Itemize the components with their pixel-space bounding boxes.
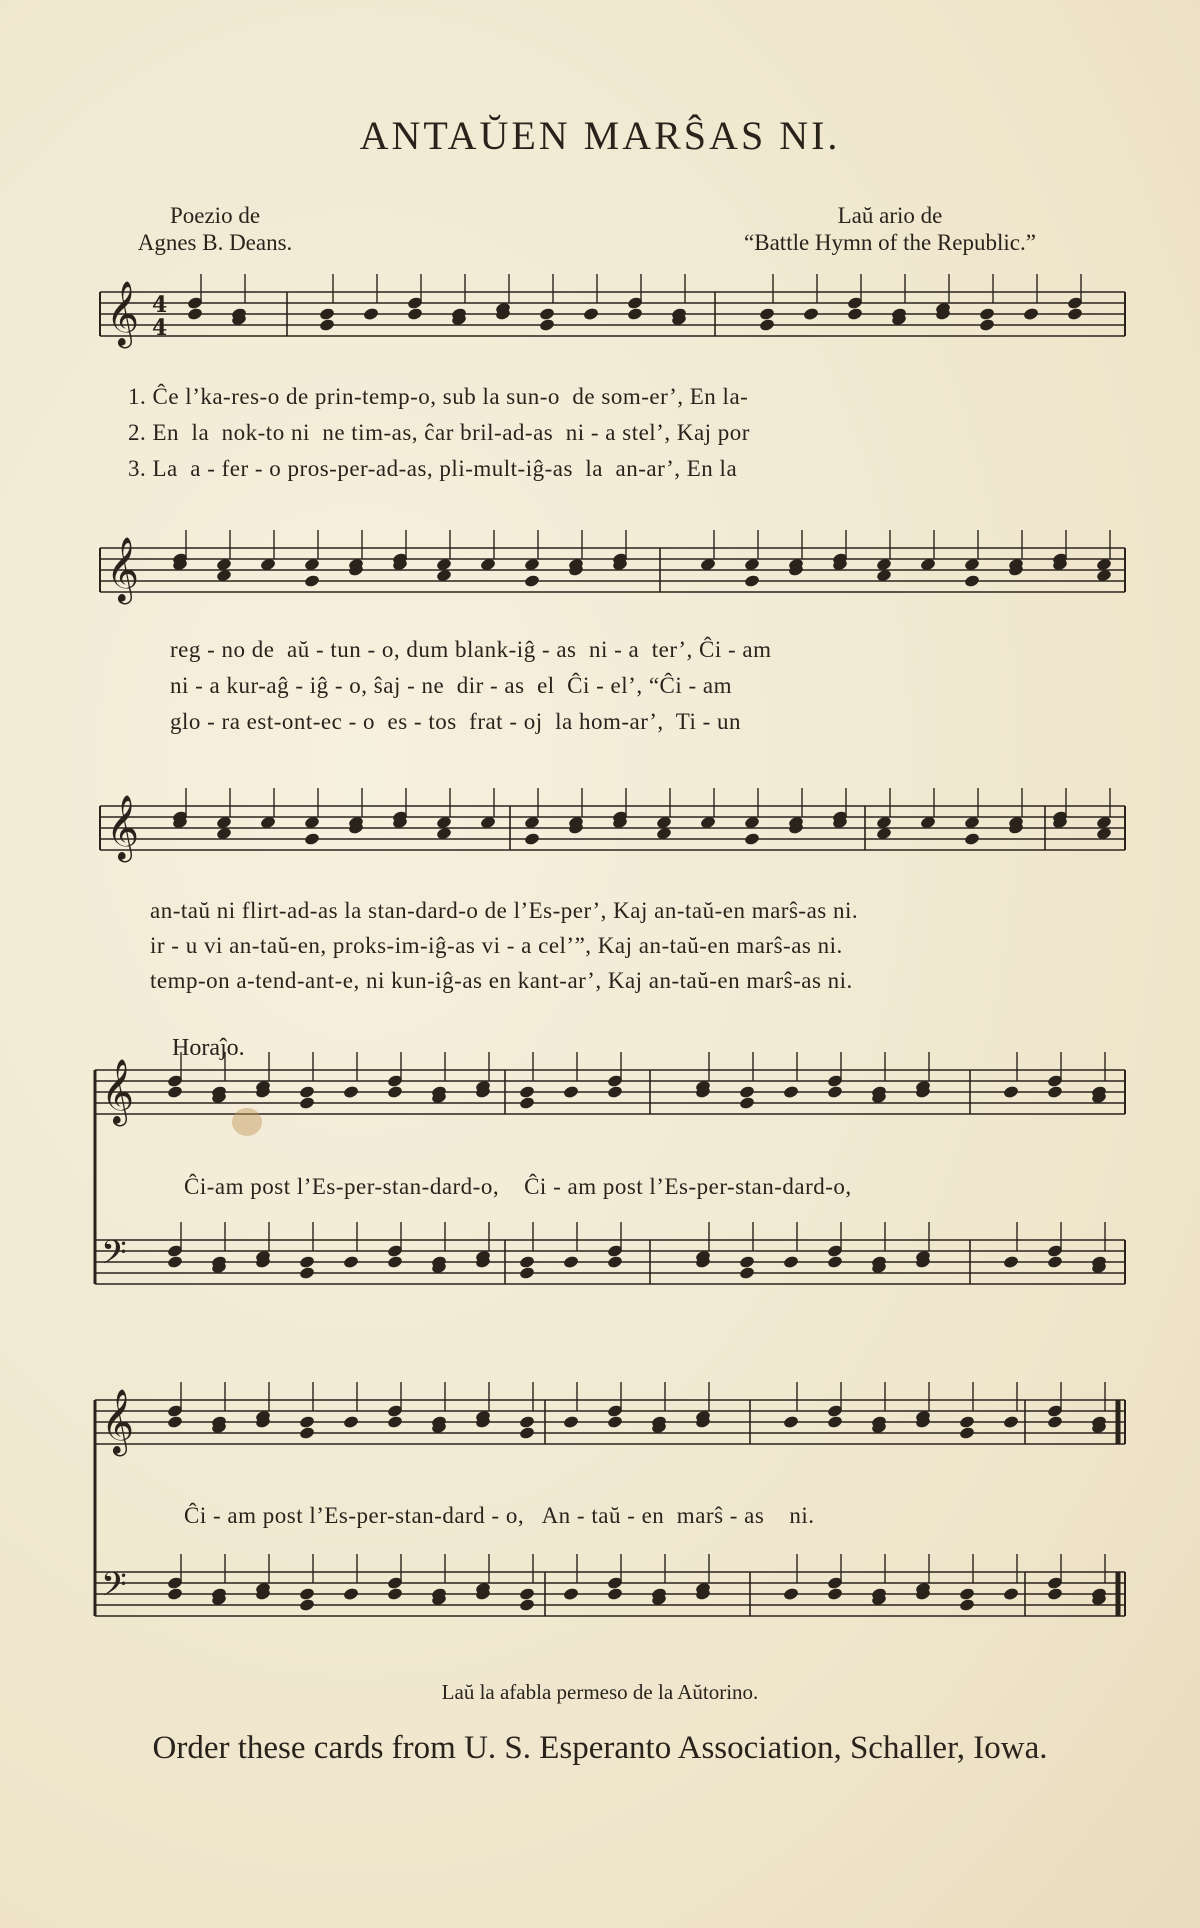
note-head — [627, 307, 644, 321]
note-head — [827, 1255, 844, 1269]
note-head — [1003, 1415, 1020, 1429]
note-head — [519, 1266, 536, 1280]
note-head — [319, 318, 336, 332]
note-head — [387, 1255, 404, 1269]
verse2-row2: ni - a kur-aĝ - iĝ - o, ŝaj - ne dir - as el Ĉi - el’, “Ĉi - am — [170, 673, 733, 698]
note-head — [607, 1255, 624, 1269]
verse3-row1: 3. La a - fer - o pros-per-ad-as, pli-mult-iĝ-as la an-ar’, En la — [128, 456, 738, 481]
note-head — [847, 307, 864, 321]
note-head — [959, 1587, 976, 1601]
note-head — [739, 1255, 756, 1269]
note-head — [744, 574, 761, 588]
note-head — [519, 1255, 536, 1269]
note-head — [964, 574, 981, 588]
note-head — [167, 1587, 184, 1601]
note-head — [363, 307, 380, 321]
note-head — [563, 1255, 580, 1269]
note-head — [167, 1085, 184, 1099]
note-head — [519, 1587, 536, 1601]
note-head — [759, 307, 776, 321]
note-head — [299, 1587, 316, 1601]
verse3-row2: glo - ra est-ont-ec - o es - tos frat - oj la hom-ar’, Ti - un — [170, 709, 742, 734]
note-head — [519, 1096, 536, 1110]
note-head — [563, 1085, 580, 1099]
note-head — [1003, 1587, 1020, 1601]
note-head — [519, 1085, 536, 1099]
chorus-lyric-1: Ĉi-am post l’Es-per-stan-dard-o, Ĉi - am post l’Es-per-stan-dard-o, — [184, 1174, 852, 1199]
note-head — [827, 1415, 844, 1429]
poem-credit-line1: Poezio de — [169, 203, 261, 228]
note-head — [1047, 1415, 1064, 1429]
treble-clef: 𝄞 — [106, 281, 140, 346]
note-head — [959, 1598, 976, 1612]
verse1-row2: reg - no de aŭ - tun - o, dum blank-iĝ - as ni - a ter’, Ĉi - am — [170, 637, 772, 662]
paper-stain — [232, 1108, 262, 1136]
verse1-row3: an-taŭ ni flirt-ad-as la stan-dard-o de l’Es-per’, Kaj an-taŭ-en marŝ-as ni. — [150, 898, 859, 923]
note-head — [827, 1085, 844, 1099]
note-head — [607, 1085, 624, 1099]
note-head — [304, 832, 321, 846]
note-head — [1023, 307, 1040, 321]
bass-clef: 𝄢 — [101, 1234, 127, 1280]
note-head — [739, 1266, 756, 1280]
note-head — [563, 1587, 580, 1601]
note-head — [783, 1587, 800, 1601]
time-signature: 4 — [152, 315, 168, 341]
note-head — [759, 318, 776, 332]
note-head — [299, 1266, 316, 1280]
order-note: Order these cards from U. S. Esperanto Association, Schaller, Iowa. — [152, 1730, 1048, 1766]
note-head — [1003, 1255, 1020, 1269]
note-head — [387, 1587, 404, 1601]
note-head — [979, 318, 996, 332]
time-signature: 4 — [152, 292, 168, 318]
note-head — [299, 1598, 316, 1612]
note-head — [299, 1096, 316, 1110]
song-title: ANTAŬEN MARŜAS NI. — [359, 113, 841, 158]
note-head — [1067, 307, 1084, 321]
note-head — [563, 1415, 580, 1429]
note-head — [783, 1255, 800, 1269]
note-head — [1047, 1587, 1064, 1601]
note-head — [519, 1426, 536, 1440]
treble-clef: 𝄞 — [101, 1059, 135, 1124]
note-head — [343, 1085, 360, 1099]
note-head — [803, 307, 820, 321]
note-head — [299, 1426, 316, 1440]
note-head — [959, 1415, 976, 1429]
note-head — [783, 1085, 800, 1099]
note-head — [1003, 1085, 1020, 1099]
note-head — [519, 1598, 536, 1612]
note-head — [387, 1085, 404, 1099]
chorus-lyric-2: Ĉi - am post l’Es-per-stan-dard - o, An - taŭ - en marŝ - as ni. — [184, 1503, 815, 1528]
tune-credit-line1: Laŭ ario de — [837, 203, 943, 228]
note-head — [343, 1415, 360, 1429]
note-head — [343, 1255, 360, 1269]
note-head — [299, 1415, 316, 1429]
note-head — [167, 1255, 184, 1269]
note-head — [1047, 1085, 1064, 1099]
treble-clef: 𝄞 — [106, 795, 140, 860]
note-head — [783, 1415, 800, 1429]
verse3-row3: temp-on a-tend-ant-e, ni kun-iĝ-as en kant-ar’, Kaj an-taŭ-en marŝ-as ni. — [150, 968, 853, 993]
bass-clef: 𝄢 — [101, 1566, 127, 1612]
note-head — [187, 307, 204, 321]
note-head — [304, 574, 321, 588]
permission-note: Laŭ la afabla permeso de la Aŭtorino. — [441, 1680, 759, 1704]
note-head — [744, 832, 761, 846]
note-head — [524, 574, 541, 588]
note-head — [739, 1085, 756, 1099]
note-head — [519, 1415, 536, 1429]
note-head — [607, 1415, 624, 1429]
note-head — [739, 1096, 756, 1110]
poem-credit-author: Agnes B. Deans. — [137, 230, 293, 255]
note-head — [539, 307, 556, 321]
note-head — [827, 1587, 844, 1601]
note-head — [607, 1587, 624, 1601]
note-head — [299, 1085, 316, 1099]
chorus-label: Horaĵo. — [172, 1035, 245, 1061]
treble-clef: 𝄞 — [106, 537, 140, 602]
note-head — [343, 1587, 360, 1601]
note-head — [407, 307, 424, 321]
note-head — [299, 1255, 316, 1269]
note-head — [583, 307, 600, 321]
note-head — [1047, 1255, 1064, 1269]
note-head — [319, 307, 336, 321]
tune-credit-source: “Battle Hymn of the Republic.” — [744, 230, 1036, 255]
treble-clef: 𝄞 — [101, 1389, 135, 1454]
note-head — [524, 832, 541, 846]
verse1-row1: 1. Ĉe l’ka-res-o de prin-temp-o, sub la sun-o de som-er’, En la- — [128, 384, 749, 409]
note-head — [979, 307, 996, 321]
note-head — [959, 1426, 976, 1440]
verse2-row1: 2. En la nok-to ni ne tim-as, ĉar bril-ad-as ni - a stel’, Kaj por — [128, 420, 750, 445]
verse2-row3: ir - u vi an-taŭ-en, proks-im-iĝ-as vi - a cel’”, Kaj an-taŭ-en marŝ-as ni. — [150, 933, 843, 958]
note-head — [387, 1415, 404, 1429]
note-head — [167, 1415, 184, 1429]
note-head — [539, 318, 556, 332]
note-head — [964, 832, 981, 846]
